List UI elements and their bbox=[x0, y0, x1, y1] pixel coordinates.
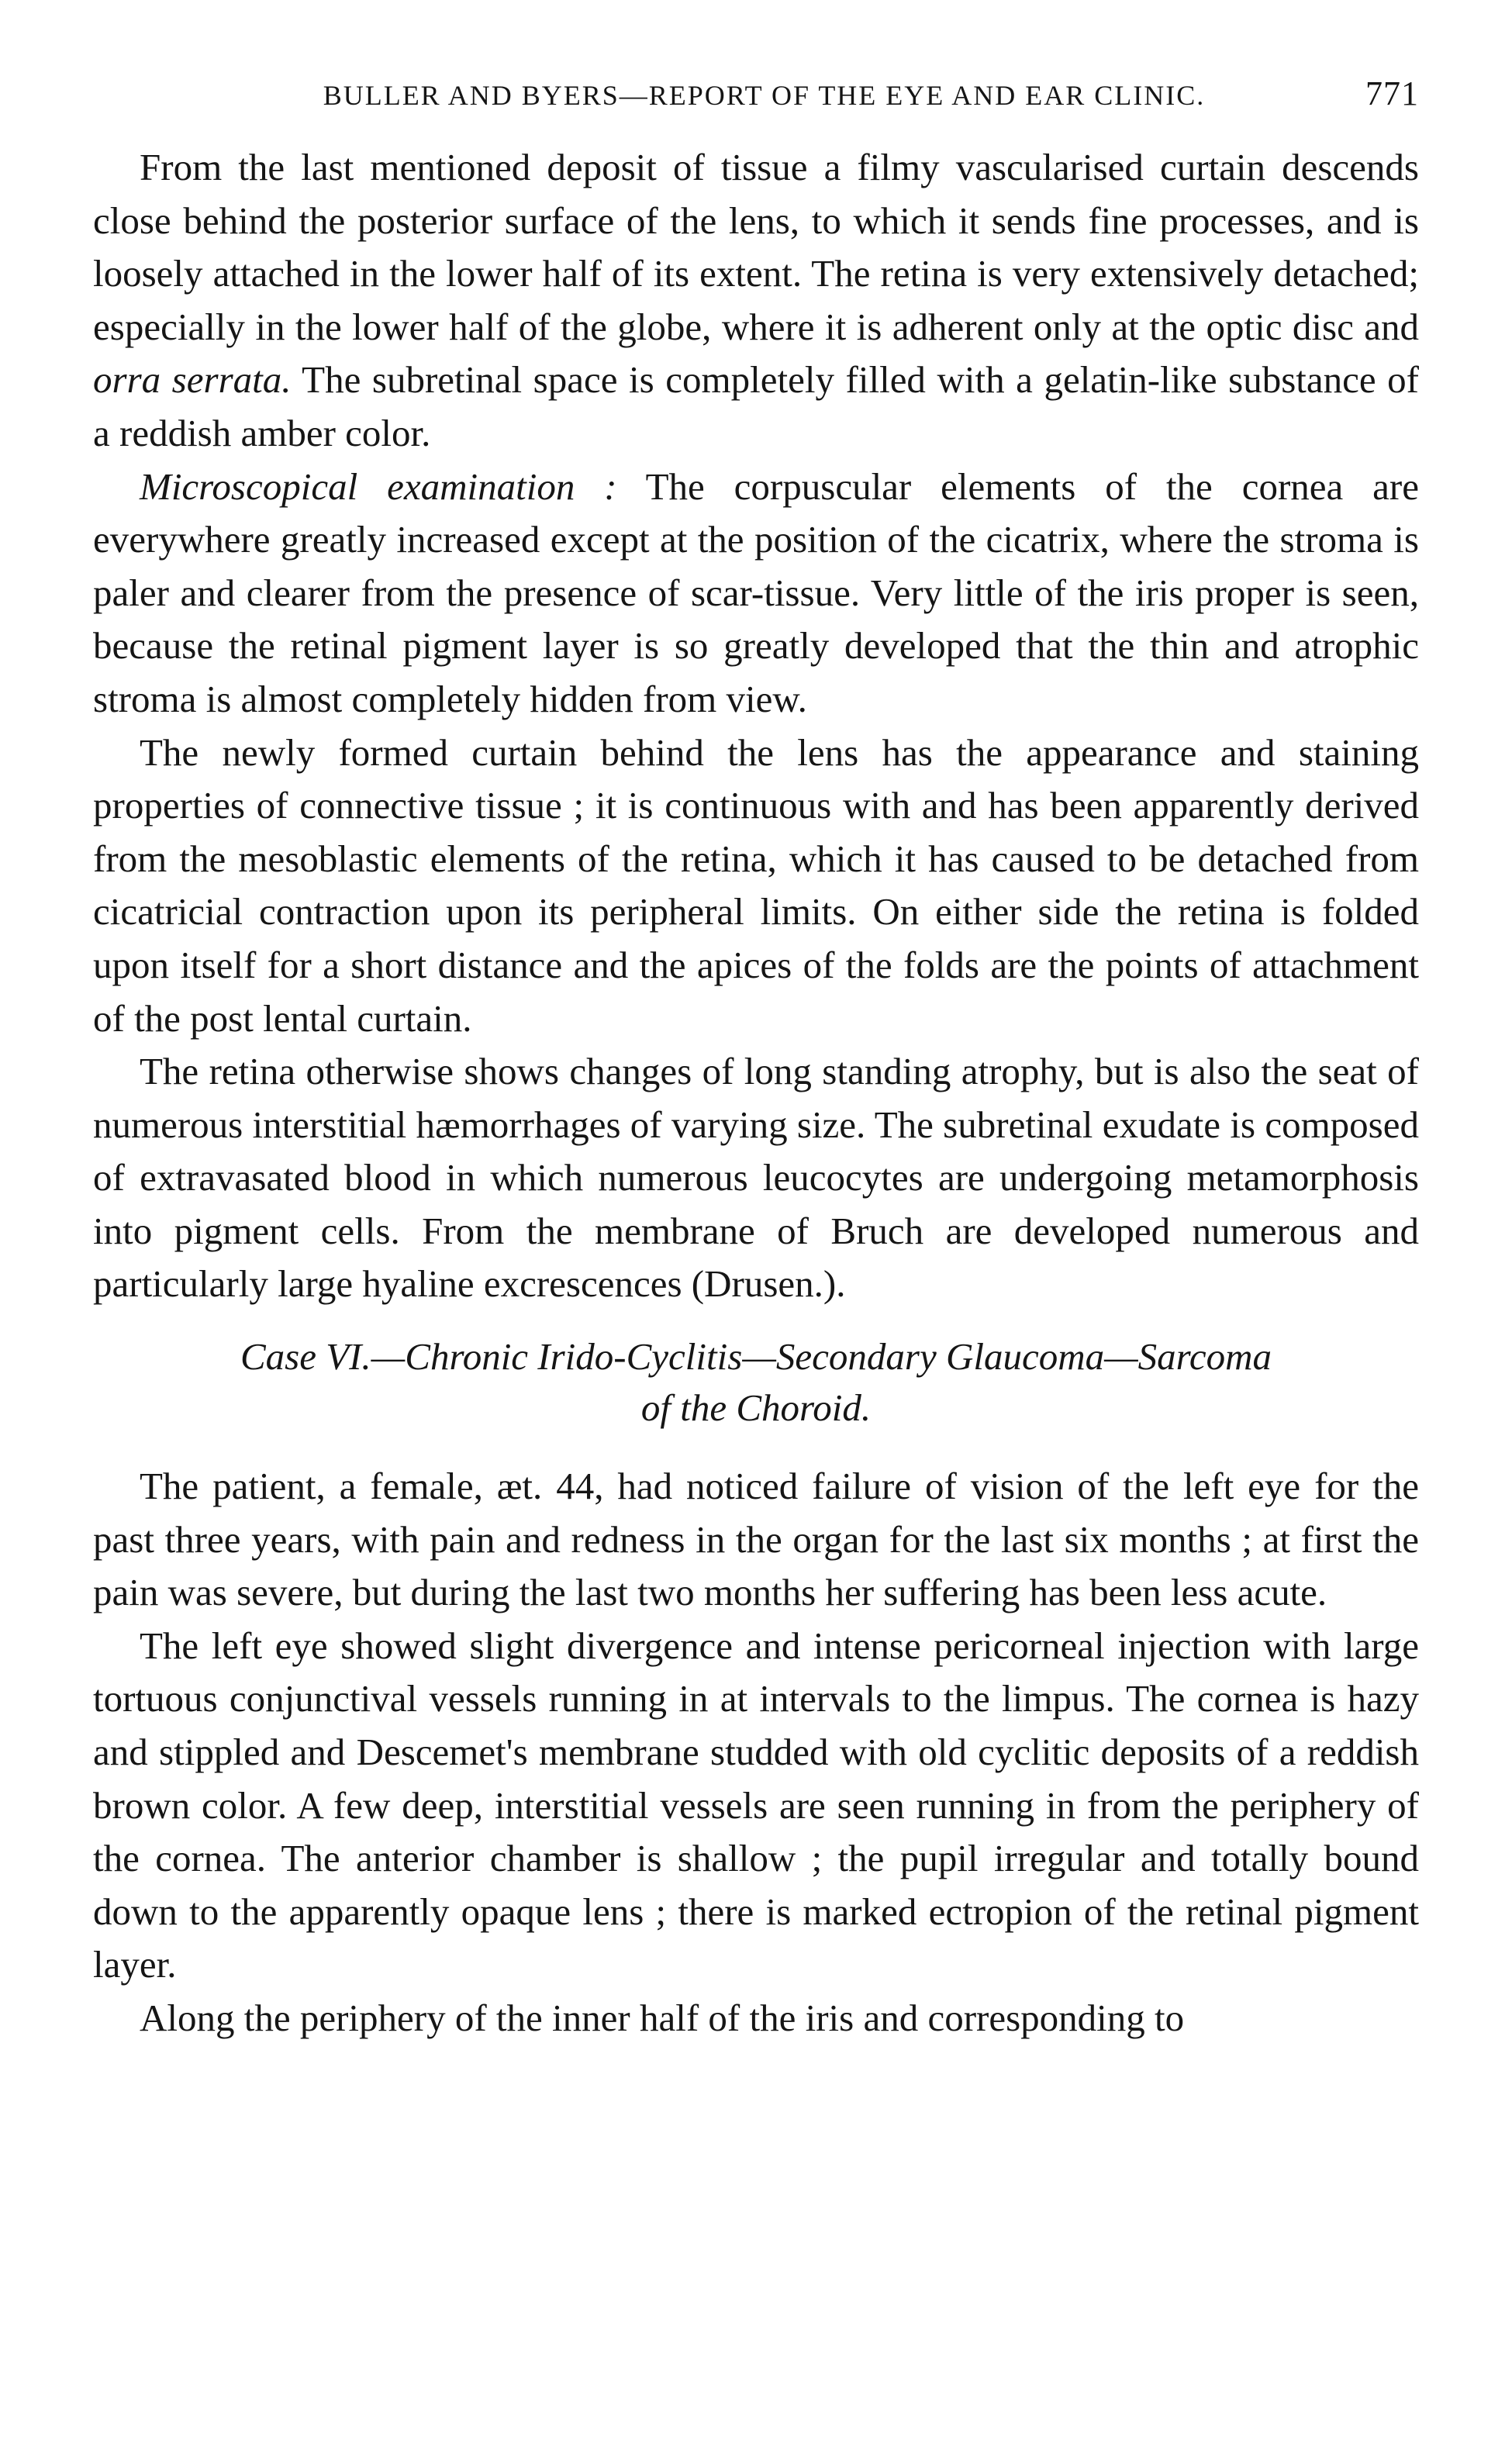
paragraph-text: The retina otherwise shows changes of long standing atrophy, but is also the seat of numerous interstitial hæmorrhages of varying size. The subretinal exudate is composed of extravasated blood in which numerous leucocytes are undergoing metamorphosis into pigment cells. From the membrane of Bruch are developed numerous and particularly large hyaline excrescences (Drusen.). bbox=[93, 1050, 1419, 1306]
paragraph-retina-atrophy bbox=[93, 1045, 1419, 1311]
page-number: 771 bbox=[1365, 74, 1419, 112]
running-head bbox=[93, 74, 1419, 113]
italic-term: orra serrata. bbox=[93, 358, 292, 402]
paragraph-text: The patient, a female, æt. 44, had noticed failure of vision of the left eye for the past three years, with pain and redness in the organ for the last six months ; at first the pain was severe, but during the last two months her suffering has been less acute. bbox=[93, 1465, 1419, 1614]
paragraph-microscopical-examination bbox=[93, 461, 1419, 726]
paragraph-text: The corpuscular elements of the cornea are everywhere greatly increased except at the position of the cicatrix, where the stroma is paler and clearer from the presence of scar-tissue. Very little of the iris proper is seen, because the retinal pigment layer is so greatly developed that the thin and atrophic stroma is almost completely hidden from view. bbox=[93, 464, 1419, 720]
running-title: BULLER AND BYERS—REPORT OF THE EYE AND EAR CLINIC. bbox=[323, 80, 1206, 111]
case-heading bbox=[93, 1331, 1419, 1434]
paragraph-patient-history bbox=[93, 1460, 1419, 1620]
body-text bbox=[93, 141, 1419, 2045]
paragraph-text: Along the periphery of the inner half of the iris and corresponding to bbox=[140, 1997, 1185, 2039]
case-heading-line: of the Choroid. bbox=[640, 1386, 872, 1430]
paragraph-iris-periphery bbox=[93, 1992, 1419, 2045]
paragraph-text: The newly formed curtain behind the lens has the appearance and staining properties of connective tissue ; it is continuous with and has been apparently derived from the mesoblastic elements of the retina, which it has caused to be detached from cicatricial contraction upon its peripheral limits. On either side the retina is folded upon itself for a short distance and the apices of the folds are the points of attachment of the post lental curtain. bbox=[93, 730, 1419, 1040]
paragraph-curtain-behind-lens bbox=[93, 726, 1419, 1046]
paragraph-curtain-description bbox=[93, 141, 1419, 461]
book-page bbox=[93, 74, 1419, 2045]
section-label: Microscopical examination : bbox=[140, 464, 617, 508]
paragraph-text: The subretinal space is completely filled with a gelatin-like substance of a reddish amber color. bbox=[93, 358, 1419, 454]
case-heading-line: Case VI.—Chronic Irido-Cyclitis—Secondary Glaucoma—Sarcoma bbox=[240, 1335, 1272, 1379]
paragraph-text: The left eye showed slight divergence and intense pericorneal injection with large tortuous conjunctival vessels running in at intervals to the limpus. The cornea is hazy and stippled and Descemet's membrane studded with old cyclitic deposits of a reddish brown color. A few deep, interstitial vessels are seen running in from the periphery of the cornea. The anterior chamber is shallow ; the pupil irregular and totally bound down to the apparently opaque lens ; there is marked ectropion of the retinal pigment layer. bbox=[93, 1624, 1419, 1986]
paragraph-text: From the last mentioned deposit of tissue a filmy vascularised curtain descends close behind the posterior surface of the lens, to which it sends fine processes, and is loosely attached in the lower half of its extent. The retina is very extensively detached; especially in the lower half of the globe, where it is adherent only at the optic disc and bbox=[93, 146, 1419, 348]
paragraph-left-eye-findings bbox=[93, 1620, 1419, 1992]
